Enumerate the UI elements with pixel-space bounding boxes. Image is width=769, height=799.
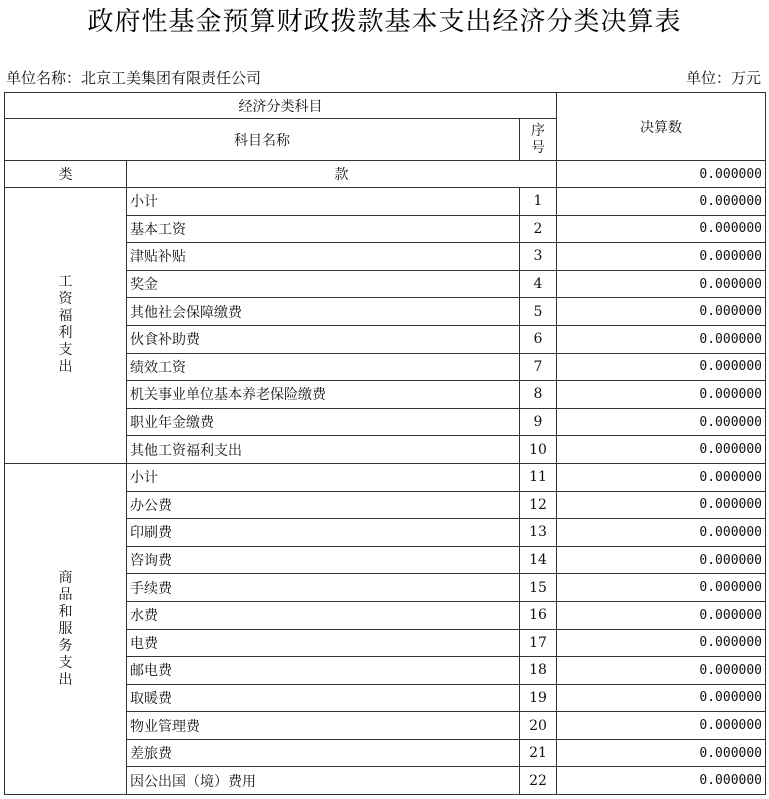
item-name: 水费 xyxy=(127,601,520,629)
item-name: 其他工资福利支出 xyxy=(127,436,520,464)
amount-value: 0.000000 xyxy=(557,767,766,795)
amount-value: 0.000000 xyxy=(557,381,766,409)
amount-value: 0.000000 xyxy=(557,546,766,574)
expenditure-table xyxy=(4,92,766,795)
item-name: 机关事业单位基本养老保险缴费 xyxy=(127,381,520,409)
seq-number: 5 xyxy=(520,298,557,326)
seq-number: 10 xyxy=(520,436,557,464)
item-name: 办公费 xyxy=(127,491,520,519)
seq-number: 18 xyxy=(520,657,557,685)
amount-value: 0.000000 xyxy=(557,657,766,685)
item-name: 津贴补贴 xyxy=(127,243,520,271)
table-row xyxy=(5,463,766,491)
amount-value: 0.000000 xyxy=(557,325,766,353)
seq-number: 12 xyxy=(520,491,557,519)
category-label: 工资福利支出 xyxy=(58,274,73,376)
amount-value: 0.000000 xyxy=(557,298,766,326)
seq-number: 1 xyxy=(520,188,557,216)
seq-header-line1: 序 xyxy=(531,122,545,139)
unit-label: 单位：万元 xyxy=(685,69,761,87)
seq-number: 13 xyxy=(520,519,557,547)
item-name: 物业管理费 xyxy=(127,712,520,740)
category-cell xyxy=(5,463,127,794)
item-name: 小计 xyxy=(127,188,520,216)
amount-value: 0.000000 xyxy=(557,684,766,712)
seq-number: 21 xyxy=(520,739,557,767)
amount-value: 0.000000 xyxy=(557,739,766,767)
seq-number: 11 xyxy=(520,463,557,491)
item-name: 小计 xyxy=(127,463,520,491)
seq-number: 3 xyxy=(520,243,557,271)
total-value: 0.000000 xyxy=(557,161,766,188)
seq-number: 16 xyxy=(520,601,557,629)
amount-header: 决算数 xyxy=(557,93,766,161)
amount-value: 0.000000 xyxy=(557,712,766,740)
seq-number: 7 xyxy=(520,353,557,381)
amount-value: 0.000000 xyxy=(557,188,766,216)
seq-number: 19 xyxy=(520,684,557,712)
header-row-class xyxy=(5,161,766,188)
item-name: 取暖费 xyxy=(127,684,520,712)
amount-value: 0.000000 xyxy=(557,270,766,298)
seq-header xyxy=(520,119,557,161)
item-name-header: 科目名称 xyxy=(5,119,520,161)
amount-value: 0.000000 xyxy=(557,629,766,657)
item-name: 基本工资 xyxy=(127,215,520,243)
header-row-econ xyxy=(5,93,766,119)
seq-number: 4 xyxy=(520,270,557,298)
item-name: 其他社会保障缴费 xyxy=(127,298,520,326)
seq-header-line2: 号 xyxy=(531,139,545,156)
page-title: 政府性基金预算财政拨款基本支出经济分类决算表 xyxy=(87,7,682,37)
item-name: 邮电费 xyxy=(127,657,520,685)
amount-value: 0.000000 xyxy=(557,519,766,547)
amount-value: 0.000000 xyxy=(557,243,766,271)
item-name: 咨询费 xyxy=(127,546,520,574)
item-name: 奖金 xyxy=(127,270,520,298)
amount-value: 0.000000 xyxy=(557,601,766,629)
seq-number: 9 xyxy=(520,408,557,436)
item-name: 印刷费 xyxy=(127,519,520,547)
econ-class-header: 经济分类科目 xyxy=(5,93,557,119)
item-name: 因公出国（境）费用 xyxy=(127,767,520,795)
seq-number: 22 xyxy=(520,767,557,795)
seq-number: 15 xyxy=(520,574,557,602)
category-cell xyxy=(5,188,127,464)
amount-value: 0.000000 xyxy=(557,574,766,602)
seq-number: 17 xyxy=(520,629,557,657)
amount-value: 0.000000 xyxy=(557,215,766,243)
item-name: 绩效工资 xyxy=(127,353,520,381)
item-name: 电费 xyxy=(127,629,520,657)
amount-value: 0.000000 xyxy=(557,463,766,491)
unit-name-label: 单位名称：北京工美集团有限责任公司 xyxy=(6,69,262,87)
amount-value: 0.000000 xyxy=(557,353,766,381)
amount-value: 0.000000 xyxy=(557,408,766,436)
seq-number: 8 xyxy=(520,381,557,409)
item-name: 手续费 xyxy=(127,574,520,602)
item-name: 差旅费 xyxy=(127,739,520,767)
item-name: 职业年金缴费 xyxy=(127,408,520,436)
kuan-header: 款 xyxy=(127,161,557,188)
lei-header: 类 xyxy=(5,161,127,188)
category-label: 商品和服务支出 xyxy=(58,569,73,688)
seq-number: 20 xyxy=(520,712,557,740)
seq-number: 14 xyxy=(520,546,557,574)
amount-value: 0.000000 xyxy=(557,491,766,519)
item-name: 伙食补助费 xyxy=(127,325,520,353)
amount-value: 0.000000 xyxy=(557,436,766,464)
seq-number: 2 xyxy=(520,215,557,243)
table-row xyxy=(5,188,766,216)
seq-number: 6 xyxy=(520,325,557,353)
